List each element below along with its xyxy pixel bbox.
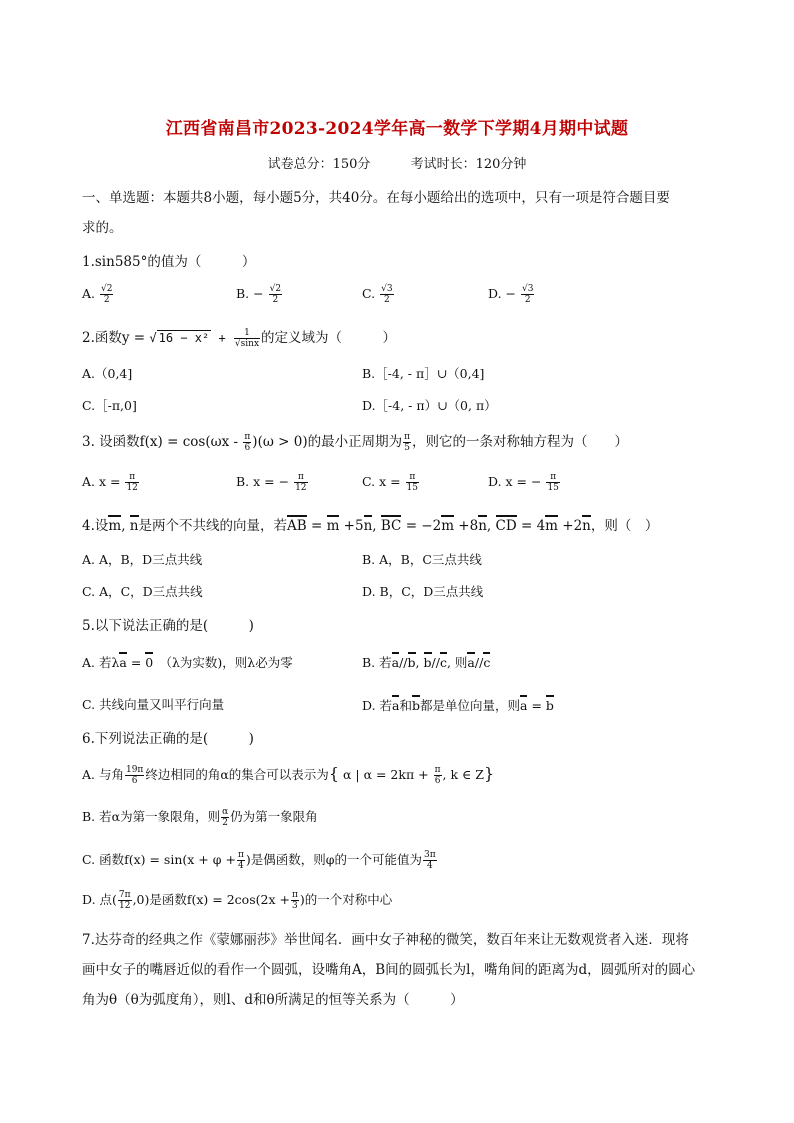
question-3: 3. 设函数f(x) = cos(ωx - $\frac{\pi}{6}$ )(ω > 0)的最小正周期为 $\frac{\pi}{5}$ ，则它的一条对称轴方程为（ ） xyxy=(82,432,629,453)
q5-option-a: A. 若λa = 0 （λ为实数)，则λ必为零 xyxy=(82,652,293,671)
q5-option-c: C. 共线向量又叫平行向量 xyxy=(82,697,225,712)
q3-stem-pre: 3. 设函数f(x) = cos(ωx - xyxy=(82,434,239,450)
question-6: 6.下列说法正确的是( ) xyxy=(82,731,254,747)
q5-option-a-text: （λ为实数)，则λ必为零 xyxy=(165,655,293,670)
section-heading-cont: 求的。 xyxy=(82,220,123,236)
q6-b-post: 仍为第一象限角 xyxy=(230,809,318,824)
q5-option-b: B. 若a//b, b//c, 则a//c xyxy=(362,652,490,671)
q6-option-b: B. 若α为第一象限角，则 $\frac{\alpha}{2}$ 仍为第一象限角 xyxy=(82,807,318,828)
q2-option-d: D.［-4, - π）∪（0, π） xyxy=(362,398,497,413)
q4-stem-post: ，则（ ） xyxy=(590,518,659,534)
q6-b-pre: B. 若α为第一象限角，则 xyxy=(82,809,221,824)
total-score: 试卷总分：150分 xyxy=(267,157,371,172)
q4-option-d: D. B，C，D三点共线 xyxy=(362,584,484,599)
q6-c-pre: C. 函数f(x) = sin(x + φ + xyxy=(82,852,236,867)
q6-a-pre: A. 与角 xyxy=(82,767,124,782)
question-1: 1.sin585°的值为（ ） xyxy=(82,254,256,270)
q3-option-b: B. x = − $\frac{\pi}{12}$ xyxy=(236,472,307,493)
q3-option-d: D. x = − $\frac{\pi}{15}$ xyxy=(488,472,559,493)
question-7-line-2: 画中女子的嘴唇近似的看作一个圆弧，设嘴角A，B间的圆弧长为l，嘴角间的距离为d，圆弧所对的圆心 xyxy=(82,962,696,978)
q6-option-d: D. 点( $\frac{7\pi}{12}$ ,0)是函数f(x) = 2cos(2x + $\frac{\pi}{3}$ )的一个对称中心 xyxy=(82,890,393,911)
q6-option-a: A. 与角 $\frac{19\pi}{6}$ 终边相同的角α的集合可以表示为{ α | α = 2kπ + $\frac{\pi}{6}$ , k ∈ Z} xyxy=(82,764,495,786)
q2-stem-pre: 2.函数y = xyxy=(82,330,146,346)
section-heading: 一、单选题：本题共8小题，每小题5分，共40分。在每小题给出的选项中，只有一项是符合题目要 xyxy=(82,190,670,206)
q5-option-d: D. 若a和b都是单位向量，则a = b xyxy=(362,695,554,714)
q1-option-d: D. − $\frac{√3}{2}$ xyxy=(488,284,534,305)
exam-title: 江西省南昌市2023-2024学年高一数学下学期4月期中试题 xyxy=(165,119,629,139)
exam-duration: 考试时长：120分钟 xyxy=(410,157,527,172)
q3-option-c: C. x = $\frac{\pi}{15}$ xyxy=(362,472,418,493)
q6-d-post: )的一个对称中心 xyxy=(299,892,393,907)
q3-option-a: A. x = $\frac{\pi}{12}$ xyxy=(82,472,138,493)
question-4: 4.设m, n是两个不共线的向量，若AB = m +5n, BC = −2m +8n, CD = 4m +2n，则（ ） xyxy=(82,514,658,534)
q4-option-a: A. A，B，D三点共线 xyxy=(82,552,203,567)
q4-stem-pre: 4.设 xyxy=(82,518,109,534)
q5-option-d-text: 都是单位向量，则 xyxy=(420,698,521,713)
question-7-line-1: 7.达芬奇的经典之作《蒙娜丽莎》举世闻名．画中女子神秘的微笑，数百年来让无数观赏者入迷．现将 xyxy=(82,932,689,948)
exam-subtitle xyxy=(0,153,794,172)
q6-a-mid: 终边相同的角α的集合可以表示为 xyxy=(145,767,329,782)
q4-option-b: B. A，B，C三点共线 xyxy=(362,552,482,567)
q3-stem-mid: )(ω > 0)的最小正周期为 xyxy=(252,434,403,450)
q1-option-a: A. $\frac{√2}{2}$ xyxy=(82,284,113,305)
q4-option-c: C. A，C，D三点共线 xyxy=(82,584,203,599)
q1-option-c: C. $\frac{√3}{2}$ xyxy=(362,284,393,305)
question-5: 5.以下说法正确的是( ) xyxy=(82,618,254,634)
q2-stem-post: 的定义域为（ ） xyxy=(261,330,397,346)
question-2: 2.函数y = √ 16 − x² + $\frac{1}{√\sin x}$ 的定义域为（ ） xyxy=(82,328,397,349)
q2-option-a: A.（0,4] xyxy=(82,366,133,381)
q2-option-c: C.［-π,0] xyxy=(82,398,137,413)
q4-stem-mid: 是两个不共线的向量，若 xyxy=(138,518,287,534)
q6-d-pre: D. 点( xyxy=(82,892,117,907)
q6-option-c: C. 函数f(x) = sin(x + φ + $\frac{\pi}{4}$ )是偶函数，则φ的一个可能值为 $\frac{3\pi}{4}$ xyxy=(82,850,436,871)
q6-d-mid: ,0)是函数f(x) = 2cos(2x + xyxy=(132,892,290,907)
q6-c-mid: )是偶函数，则φ的一个可能值为 xyxy=(245,852,422,867)
q3-stem-post: ，则它的一条对称轴方程为（ ） xyxy=(412,434,629,450)
q1-option-b: B. − $\frac{√2}{2}$ xyxy=(236,284,282,305)
q2-option-b: B.［-4, - π］∪（0,4] xyxy=(362,366,485,381)
question-7-line-3: 角为θ（θ为弧度角），则l、d和θ所满足的恒等关系为（ ） xyxy=(82,992,464,1008)
